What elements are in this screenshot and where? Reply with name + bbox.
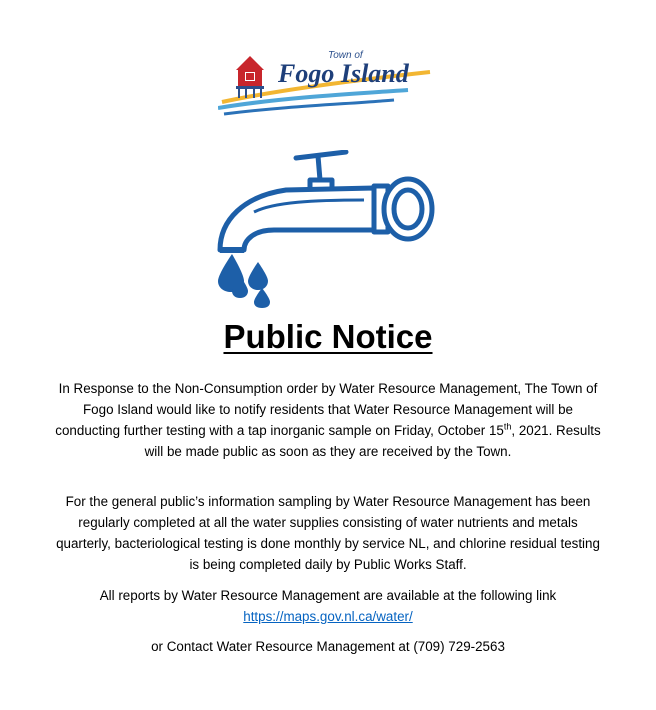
notice-paragraph-3 — [50, 585, 606, 627]
paragraph-1-text-end: , 2021. Results will be made public as soon as they are received by the Town. — [144, 423, 601, 459]
reports-text: All reports by Water Resource Management are available at the following link — [99, 588, 557, 603]
logo-name: Fogo Island — [278, 59, 409, 88]
water-reports-link[interactable]: https://maps.gov.nl.ca/water/ — [243, 609, 413, 624]
ordinal-suffix: th — [503, 421, 512, 432]
notice-title: Public Notice — [223, 318, 433, 355]
logo-town-of: Town of — [328, 50, 363, 61]
town-logo — [218, 42, 432, 120]
notice-paragraph-1 — [50, 378, 606, 462]
water-faucet-icon — [214, 150, 442, 308]
contact-line: or Contact Water Resource Management at (709) 729-2563 — [151, 639, 505, 654]
fogo-island-logo-icon — [218, 42, 432, 120]
paragraph-1-text: In Response to the Non-Consumption order by Water Resource Management, The Town of Fogo Island would like to notify residents that Water Resource Management will be conducting further testing with a tap inorganic sample on Friday, October 15 — [55, 381, 598, 438]
notice-paragraph-2: For the general public’s information sampling by Water Resource Management has been regularly completed at all the water supplies consisting of water nutrients and metals quarterly, bacteriological testing is done monthly by service NL, and chlorine residual testing is being completed daily by Public Works Staff. — [56, 494, 600, 572]
